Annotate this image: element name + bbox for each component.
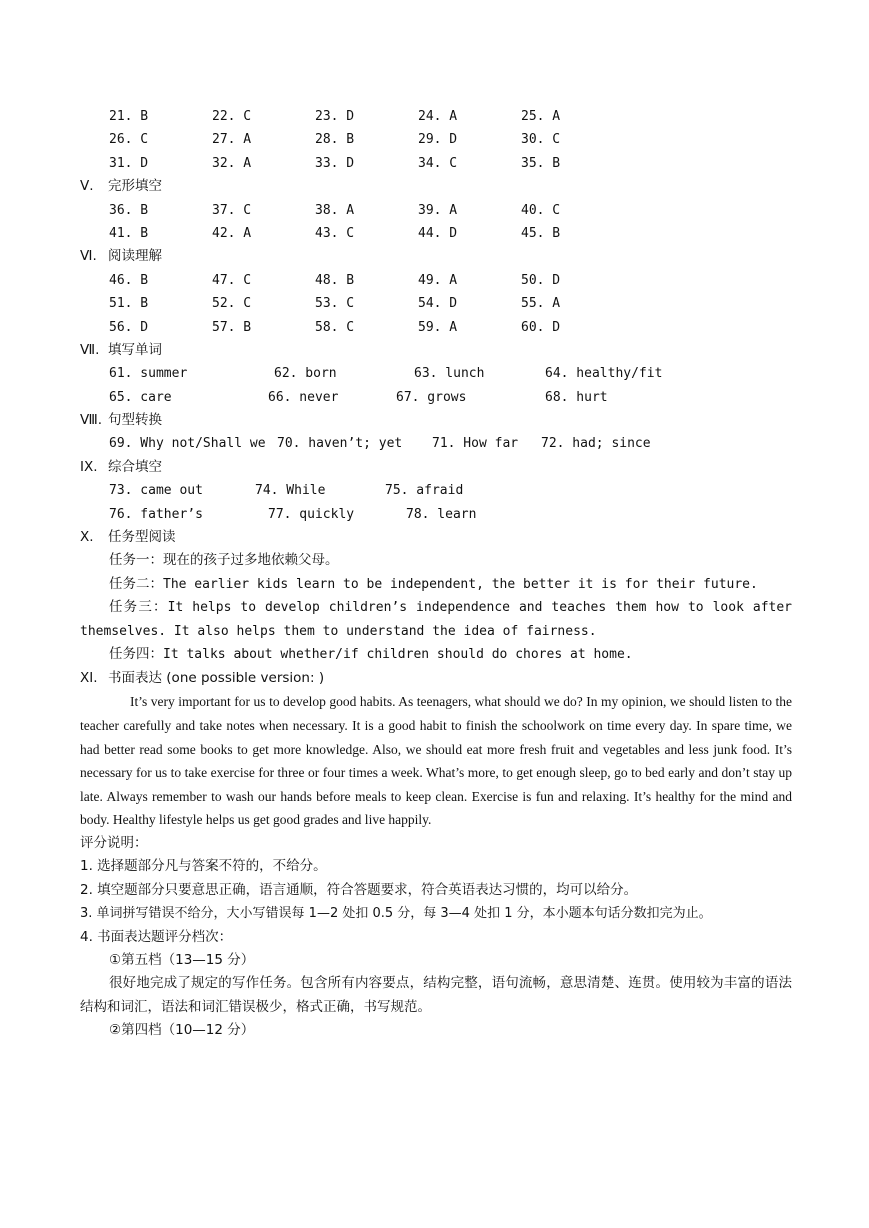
- answer-item: 27. A: [212, 132, 252, 148]
- answer-item: 47. C: [212, 272, 252, 288]
- grading-item: 2. 填空题部分只要意思正确，语言通顺，符合答题要求，符合英语表达习惯的，均可以给分。: [80, 881, 638, 898]
- section-title: 阅读理解: [108, 248, 162, 265]
- section-heading-task-reading: [80, 526, 792, 549]
- answer-item: 78. learn: [406, 506, 477, 522]
- task-label: 任务三：: [109, 599, 168, 616]
- answer-item: 77. quickly: [268, 506, 355, 522]
- answer-item: 25. A: [521, 109, 561, 124]
- answer-item: 44. D: [418, 225, 458, 241]
- answer-item: 63. lunch: [414, 366, 485, 382]
- answer-item: 29. D: [418, 132, 458, 148]
- section-number: Ⅵ.: [80, 248, 97, 265]
- task-answer: [80, 573, 792, 597]
- answer-item: 65. care: [109, 389, 172, 405]
- answer-row: [80, 479, 792, 502]
- answer-item: 34. C: [418, 155, 458, 171]
- answer-item: 54. D: [418, 296, 458, 312]
- answer-item: 26. C: [109, 132, 149, 148]
- answer-item: 73. came out: [109, 483, 203, 499]
- answer-item: 69. Why not/Shall we: [109, 436, 266, 452]
- answer-item: 42. A: [212, 225, 252, 241]
- task-label: 任务二：: [109, 575, 163, 592]
- answer-item: 52. C: [212, 296, 252, 312]
- answer-item: 24. A: [418, 109, 458, 124]
- grading-item: 1. 选择题部分凡与答案不符的，不给分。: [80, 858, 327, 875]
- answer-item: 41. B: [109, 225, 149, 241]
- answer-item: 60. D: [521, 319, 561, 335]
- section-heading-reading: [80, 245, 792, 268]
- answer-item: 22. C: [212, 109, 252, 124]
- answer-row: [80, 362, 792, 385]
- section-title: 书面表达 (one possible version: ): [108, 669, 325, 686]
- answer-item: 75. afraid: [385, 483, 464, 499]
- answer-row: [80, 152, 792, 175]
- task-answer: [80, 549, 792, 573]
- section-title: 填写单词: [108, 341, 162, 358]
- section-heading-writing: [80, 667, 792, 690]
- section-title: 任务型阅读: [108, 529, 176, 546]
- task-text: 现在的孩子过多地依赖父母。: [163, 552, 339, 569]
- grade-level-title: ②第四档（10—12 分）: [109, 1022, 255, 1039]
- task-label: 任务一：: [109, 552, 163, 569]
- task-text: It helps to develop children’s independence and teaches them how to look after themselves. It also helps them to understand the idea of fairness.: [80, 600, 793, 639]
- section-number: XI.: [80, 669, 98, 686]
- answer-item: 21. B: [109, 109, 149, 124]
- answer-item: 57. B: [212, 319, 252, 335]
- answer-item: 45. B: [521, 225, 561, 241]
- answer-item: 53. C: [315, 296, 355, 312]
- answer-item: 36. B: [109, 202, 149, 218]
- task-answer: [80, 643, 792, 667]
- answer-row: [80, 503, 792, 526]
- section-number: IX.: [80, 458, 98, 475]
- answer-item: 58. C: [315, 319, 355, 335]
- section-heading-cloze: [80, 175, 792, 198]
- answer-item: 33. D: [315, 155, 355, 171]
- mc-answers: [80, 105, 792, 175]
- answer-item: 74. While: [255, 483, 326, 499]
- answer-row: [80, 292, 792, 315]
- answer-item: 67. grows: [396, 389, 467, 405]
- answer-row: [80, 128, 792, 151]
- section-heading-words: [80, 339, 792, 362]
- answer-item: 76. father’s: [109, 506, 203, 522]
- section-number: Ⅴ.: [80, 178, 94, 195]
- answer-item: 49. A: [418, 272, 458, 288]
- answer-item: 40. C: [521, 202, 561, 218]
- section-title: 综合填空: [108, 458, 162, 475]
- answer-item: 62. born: [274, 366, 337, 382]
- answer-item: 68. hurt: [545, 389, 608, 405]
- answer-item: 61. summer: [109, 366, 188, 382]
- answer-row: [80, 269, 792, 292]
- grading-title: 评分说明：: [80, 834, 148, 851]
- section-number: Ⅷ.: [80, 412, 103, 429]
- answer-row: [80, 386, 792, 409]
- answer-item: 35. B: [521, 155, 561, 171]
- section-heading-transform: [80, 409, 792, 432]
- answer-item: 55. A: [521, 296, 561, 312]
- grading-item: 3. 单词拼写错误不给分，大小写错误每 1—2 处扣 0.5 分，每 3—4 处扣 1 分，本小题本句话分数扣完为止。: [80, 906, 712, 922]
- answer-item: 59. A: [418, 319, 458, 335]
- answer-item: 72. had; since: [541, 436, 651, 452]
- answer-row: [80, 105, 792, 128]
- task-answer: [80, 596, 792, 643]
- answer-item: 64. healthy/fit: [545, 366, 663, 382]
- answer-item: 71. How far: [432, 436, 519, 452]
- answer-item: 46. B: [109, 272, 149, 288]
- task-text: The earlier kids learn to be independent, the better it is for their future.: [163, 576, 758, 592]
- section-heading-comprehensive: [80, 456, 792, 479]
- answer-item: 37. C: [212, 202, 252, 218]
- grade-level-description: 很好地完成了规定的写作任务。包含所有内容要点，结构完整，语句流畅，意思清楚、连贯。使用较为丰富的语法结构和词汇，语法和词汇错误极少，格式正确，书写规范。: [80, 975, 792, 1015]
- section-title: 完形填空: [108, 178, 162, 195]
- answer-row: [80, 199, 792, 222]
- answer-item: 50. D: [521, 272, 561, 288]
- answer-item: 43. C: [315, 225, 355, 241]
- answer-item: 31. D: [109, 155, 149, 171]
- answer-item: 51. B: [109, 296, 149, 312]
- sample-essay: It’s very important for us to develop good habits. As teenagers, what should we do? In my opinion, we should listen to the teacher carefully and take notes when necessary. It is a good habit to finish the schoolwork on time every day. In spare time, we had better read some books to get more knowledge. Also, we should eat more fresh fruit and vegetables and less junk food. It’s necessary for us to take exercise for three or four times a week. What’s more, to get enough sleep, go to bed early and don’t stay up late. Always remember to wash our hands before meals to keep clean. Exercise is fun and relaxing. It’s healthy for the mind and body. Healthy lifestyle helps us get good grades and live happily.: [80, 694, 792, 828]
- answer-item: 39. A: [418, 202, 458, 218]
- answer-item: 66. never: [268, 389, 339, 405]
- task-text: It talks about whether/if children should do chores at home.: [163, 647, 633, 663]
- answer-item: 56. D: [109, 319, 149, 335]
- answer-item: 28. B: [315, 132, 355, 148]
- task-label: 任务四：: [109, 646, 163, 663]
- answer-item: 38. A: [315, 202, 355, 218]
- answer-key-page: [80, 105, 792, 1043]
- grading-item: 4. 书面表达题评分档次：: [80, 928, 233, 945]
- grade-level-title: ①第五档（13—15 分）: [109, 951, 255, 968]
- answer-row: [80, 316, 792, 339]
- section-number: Ⅶ.: [80, 341, 100, 358]
- answer-item: 23. D: [315, 109, 355, 124]
- answer-row: [80, 432, 792, 455]
- answer-item: 48. B: [315, 272, 355, 288]
- answer-item: 32. A: [212, 155, 252, 171]
- answer-item: 30. C: [521, 132, 561, 148]
- section-title: 句型转换: [108, 412, 162, 429]
- section-number: Ⅹ.: [80, 529, 94, 546]
- answer-row: [80, 222, 792, 245]
- answer-item: 70. haven’t; yet: [277, 436, 403, 452]
